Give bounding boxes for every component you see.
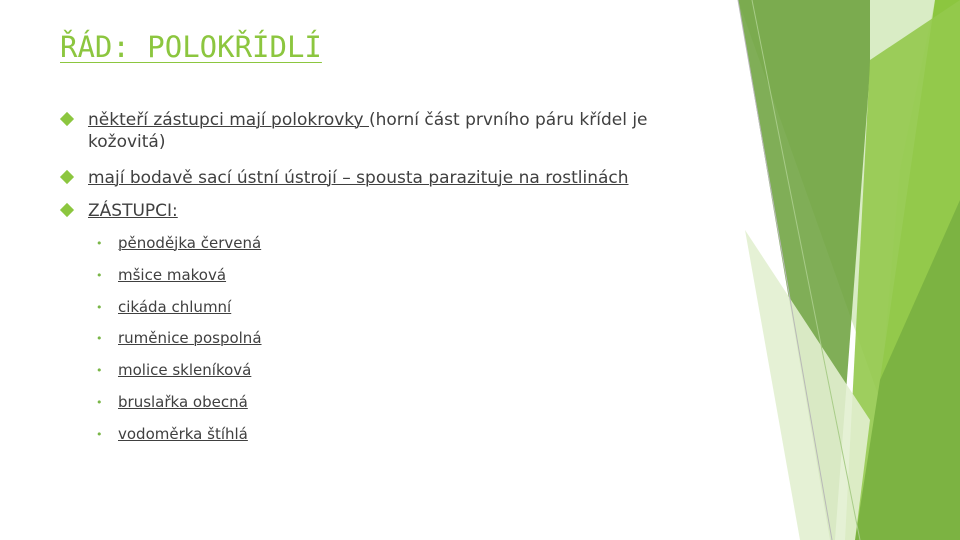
bullet-link-text[interactable]: někteří zástupci mají polokrovky [88, 110, 369, 130]
bullet-dot-icon: • [96, 428, 103, 441]
subitem [96, 328, 262, 349]
bullet-dot-icon: • [96, 269, 103, 282]
diamond-bullet-icon [60, 170, 74, 184]
subitem-link[interactable]: mšice maková [118, 266, 227, 284]
bullet-dot-icon: • [96, 301, 103, 314]
bullet-dot-icon: • [96, 396, 103, 409]
subitem-link[interactable]: molice skleníková [118, 361, 252, 379]
diamond-bullet-icon [60, 112, 74, 126]
bullet-item-3 [62, 200, 702, 222]
subitem [96, 424, 248, 445]
subitem-link[interactable]: bruslařka obecná [118, 393, 248, 411]
subitem-link[interactable]: cikáda chlumní [118, 298, 232, 316]
bullet-dot-icon: • [96, 237, 103, 250]
subitem-link[interactable]: ruměnice pospolná [118, 329, 262, 347]
subitem [96, 233, 261, 254]
subitem-link[interactable]: vodoměrka štíhlá [118, 425, 248, 443]
subitem [96, 360, 251, 381]
slide-title: ŘÁD: POLOKŘÍDLÍ [60, 30, 322, 64]
subitem [96, 297, 231, 318]
bullet-link-text[interactable]: mají bodavě sací ústní ústrojí – spousta parazituje na rostlinách [88, 168, 629, 188]
bullet-dot-icon: • [96, 364, 103, 377]
diamond-bullet-icon [60, 203, 74, 217]
subitem-link[interactable]: pěnodějka červená [118, 234, 262, 252]
bullet-text: (horní část prvního páru křídel je kožovitá) [88, 110, 648, 152]
subitem [96, 265, 226, 286]
bullet-dot-icon: • [96, 332, 103, 345]
subitem [96, 392, 248, 413]
bullet-item-1 [62, 109, 702, 153]
bullet-link-text[interactable]: ZÁSTUPCI: [88, 201, 178, 221]
bullet-item-2 [62, 167, 702, 189]
